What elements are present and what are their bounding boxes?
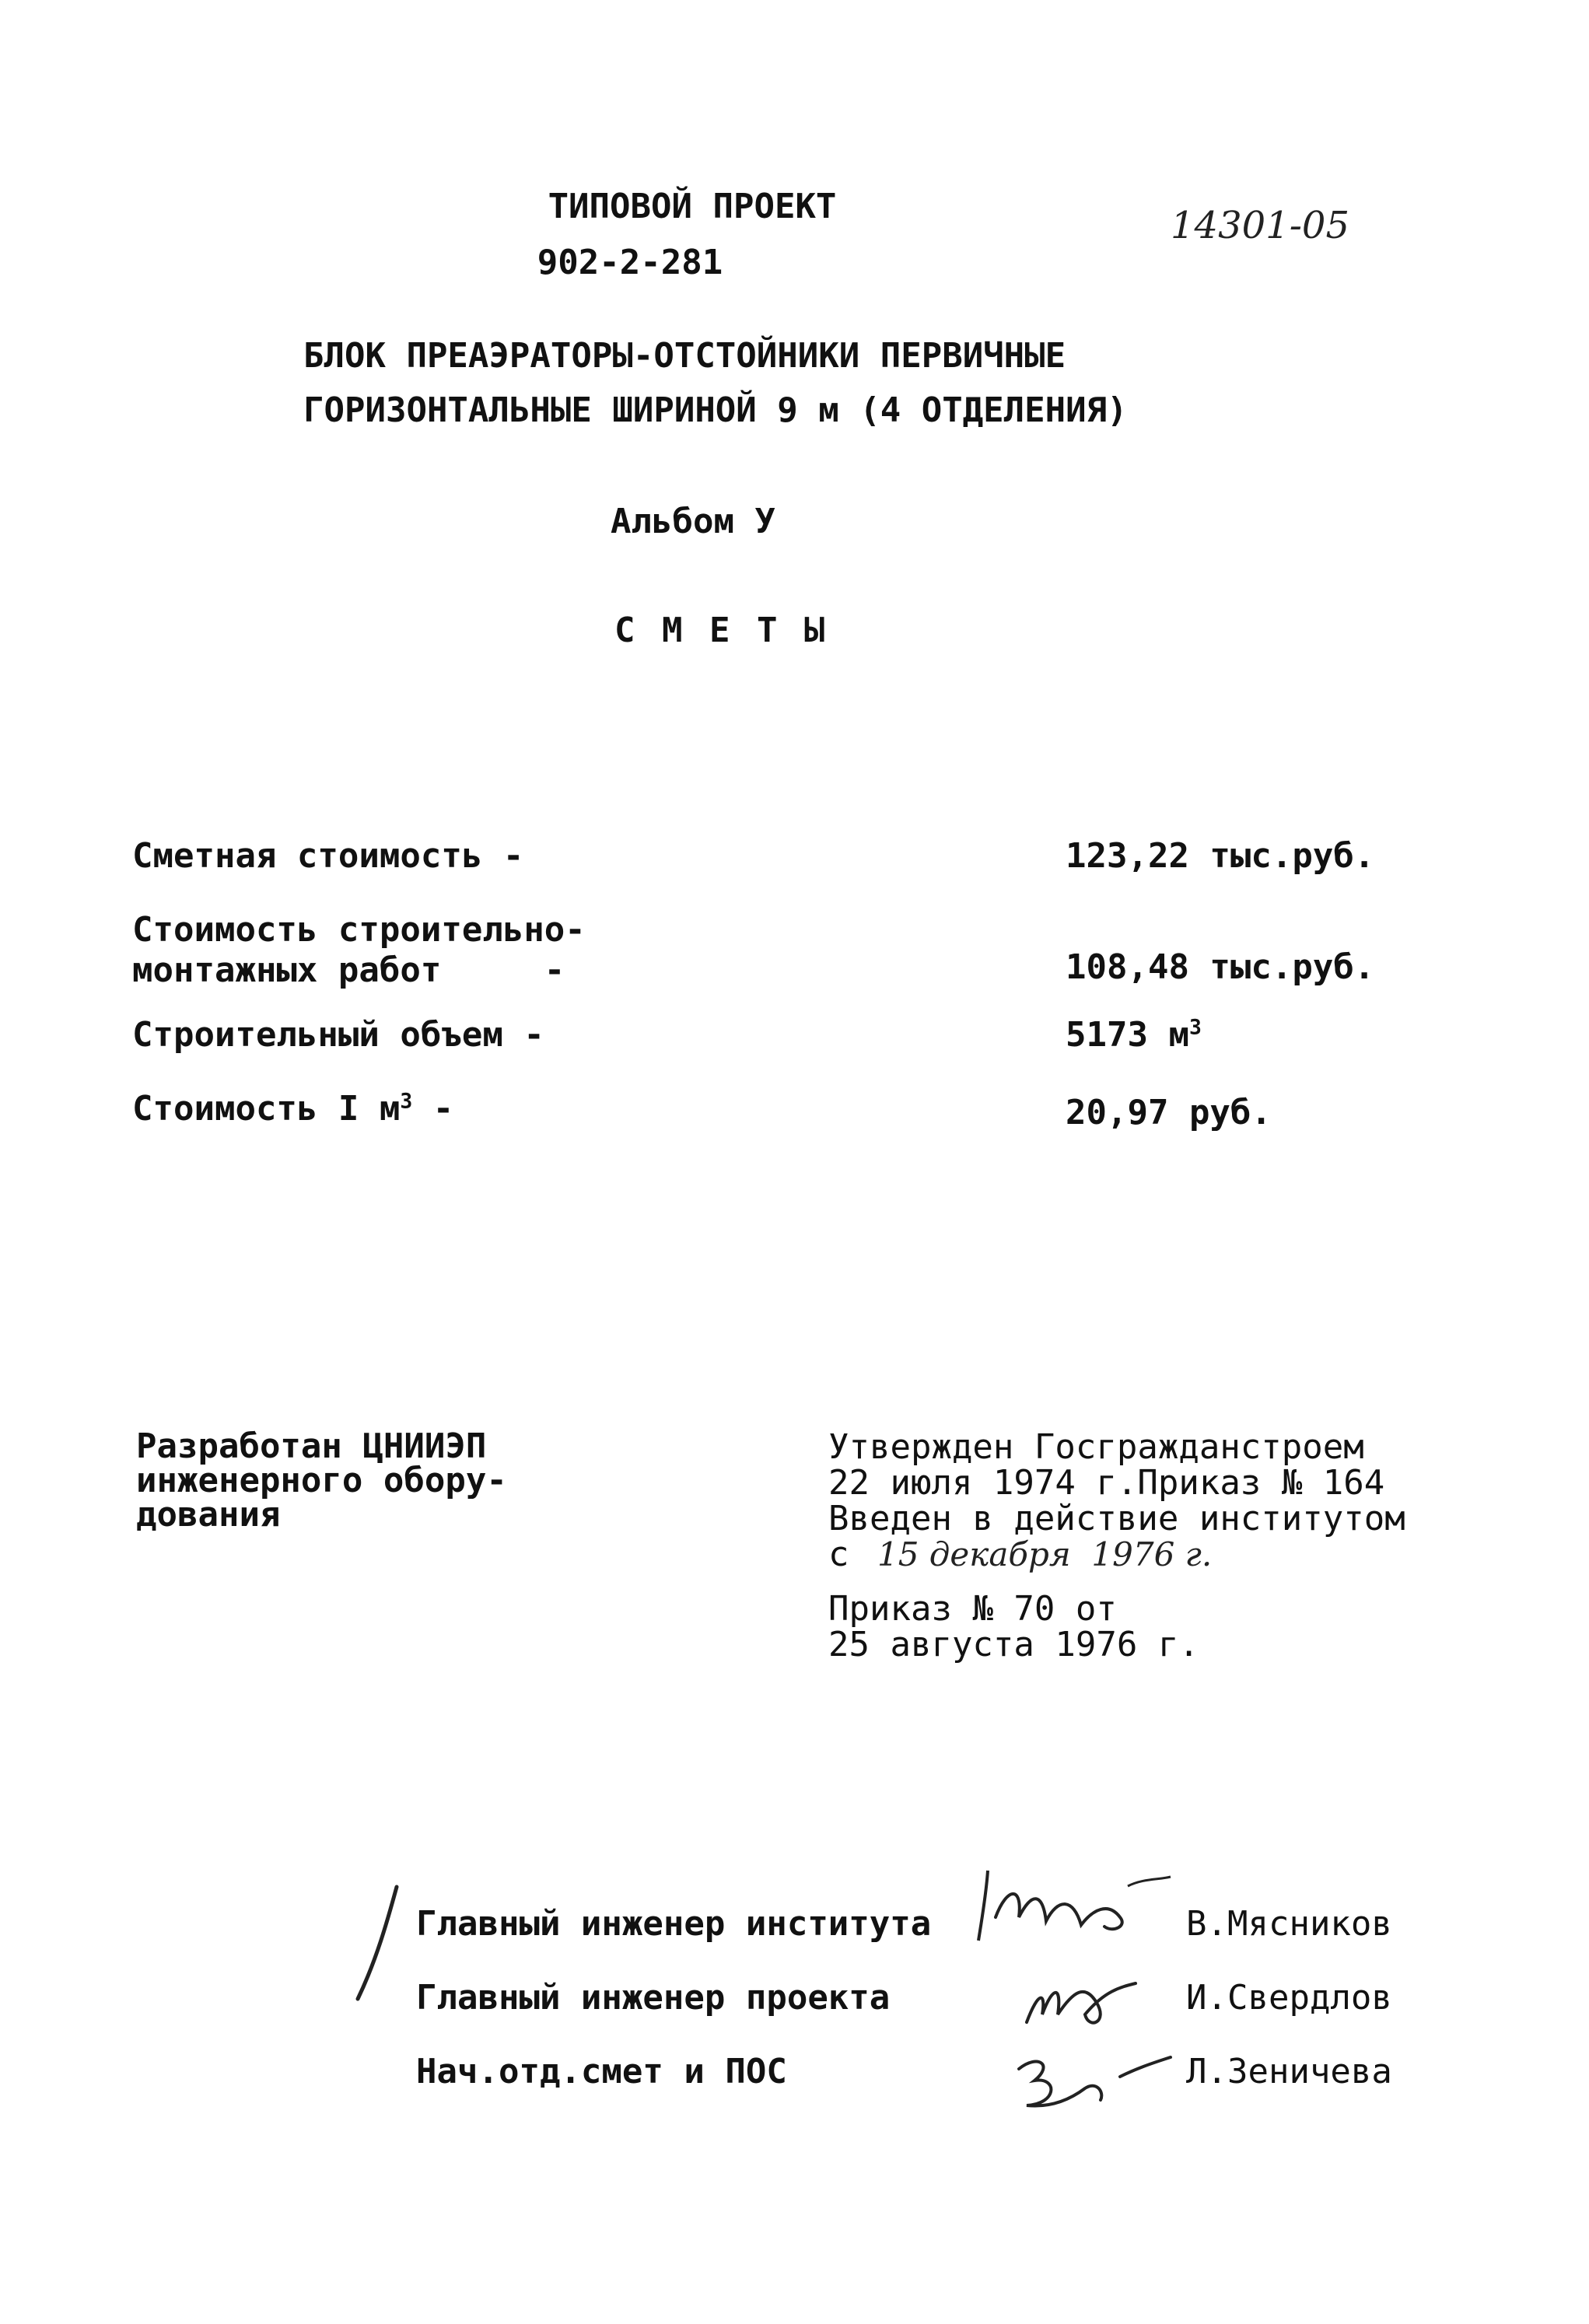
approval-block — [828, 1427, 1405, 1664]
section-title: С М Е Т Ы — [614, 611, 828, 650]
project-number: 902-2-281 — [537, 243, 723, 282]
cost-value-estimate: 123,22 тыс.руб. — [1066, 836, 1375, 876]
cost-label-estimate: Сметная стоимость - — [132, 836, 524, 876]
cost-value-volume-sup: 3 — [1188, 1015, 1202, 1040]
cost-label-volume: Строительный объем - — [132, 1015, 544, 1055]
cost-label-per-m3 — [132, 1089, 453, 1129]
approval-line-4 — [828, 1537, 1405, 1573]
cost-value-construction: 108,48 тыс.руб. — [1066, 947, 1375, 987]
developer-line-3: дования — [136, 1495, 281, 1535]
signature-mark-1 — [964, 1855, 1198, 1948]
approval-line-5: Приказ № 70 от — [828, 1589, 1117, 1629]
approval-line-6: 25 августа 1976 г. — [828, 1625, 1199, 1664]
album-label: Альбом У — [611, 502, 775, 541]
approval-handwritten-date: 15 декабря 1976 г. — [877, 1535, 1213, 1573]
signature-role-3: Нач.отд.смет и ПОС — [416, 2052, 787, 2091]
cost-label-construction — [132, 910, 586, 991]
title-line-2: ГОРИЗОНТАЛЬНЫЕ ШИРИНОЙ 9 м (4 ОТДЕЛЕНИЯ) — [303, 390, 1128, 430]
developer-line-1: Разработан ЦНИИЭП — [136, 1426, 487, 1466]
cost-label-per-m3-sup: 3 — [400, 1089, 413, 1114]
signature-mark-3 — [1003, 2034, 1190, 2119]
title-line-1: БЛОК ПРЕАЭРАТОРЫ-ОТСТОЙНИКИ ПЕРВИЧНЫЕ — [303, 336, 1066, 376]
project-type: ТИПОВОЙ ПРОЕКТ — [548, 187, 837, 226]
cost-label-construction-line-2: монтажных работ - — [132, 950, 565, 990]
approval-line-2: 22 июля 1974 г.Приказ № 164 — [828, 1463, 1385, 1503]
developer-block — [136, 1426, 507, 1535]
cost-value-volume — [1066, 1015, 1202, 1055]
cost-label-per-m3-dash: - — [412, 1089, 454, 1129]
signature-name-3: Л.Зеничева — [1186, 2052, 1392, 2091]
cost-value-per-m3: 20,97 руб. — [1066, 1093, 1272, 1132]
approval-line-3: Введен в действие институтом — [828, 1499, 1405, 1538]
margin-stroke-icon — [348, 1882, 411, 2007]
cost-label-construction-line-1: Стоимость строительно- — [132, 910, 586, 950]
approval-line-4-prefix: с — [828, 1535, 849, 1574]
cost-value-volume-number: 5173 м — [1066, 1015, 1189, 1055]
developer-line-2: инженерного обору- — [136, 1461, 507, 1500]
signature-mark-2 — [1011, 1960, 1167, 2038]
signature-name-1: В.Мясников — [1186, 1904, 1392, 1944]
signature-role-2: Главный инженер проекта — [416, 1978, 891, 2018]
handwritten-code: 14301-05 — [1171, 204, 1349, 247]
signature-name-2: И.Свердлов — [1186, 1978, 1392, 2018]
cost-label-per-m3-text: Стоимость I м — [132, 1089, 401, 1129]
approval-line-1: Утвержден Госгражданстроем — [828, 1427, 1364, 1467]
signature-role-1: Главный инженер института — [416, 1904, 932, 1944]
